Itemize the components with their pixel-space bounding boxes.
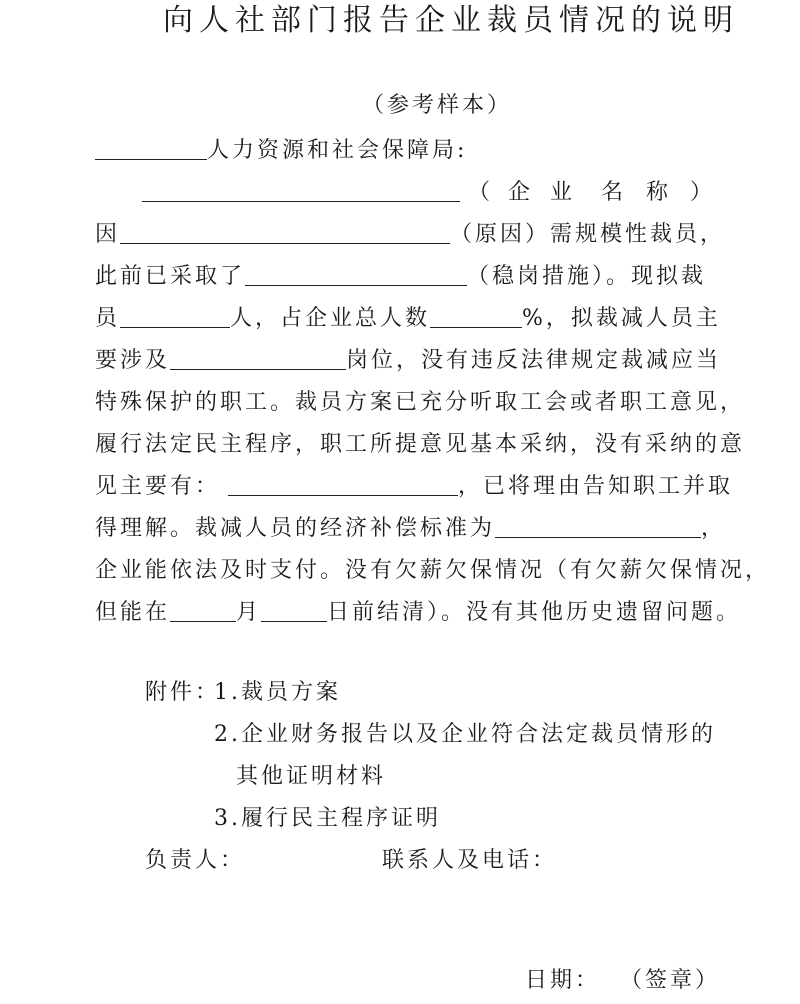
headcount-prefix: 员 <box>95 306 121 331</box>
positions-suffix: 岗位，没有违反法律规定裁减应当 <box>346 348 722 373</box>
settlement-month: 月 <box>236 600 262 625</box>
body-line-7: 履行法定民主程序，职工所提意见基本采纳，没有采纳的意 <box>95 432 746 457</box>
body-line-10: 企业能依法及时支付。没有欠薪欠保情况（有欠薪欠保情况， <box>95 558 771 583</box>
opinions-blank[interactable] <box>228 475 458 496</box>
measures-line <box>95 264 706 290</box>
company-name-char-1: 企 <box>508 180 534 205</box>
reason-prefix: 因 <box>95 222 121 247</box>
reason-blank[interactable] <box>120 223 450 244</box>
opinions-suffix: ，已将理由告知职工并取 <box>458 474 734 499</box>
attachment-item-2: 2.企业财务报告以及企业符合法定裁员情形的 <box>214 722 716 747</box>
settlement-month-blank[interactable] <box>170 601 236 622</box>
headcount-blank[interactable] <box>120 307 230 328</box>
responsible-person-label: 负责人： <box>145 848 246 873</box>
settlement-line <box>95 600 741 626</box>
company-name-char-3: 名 <box>601 180 627 205</box>
addressee-blank[interactable] <box>95 139 207 160</box>
company-name-char-4: 称 <box>646 180 672 205</box>
attachments-label: 附件： <box>145 680 221 705</box>
settlement-prefix: 但能在 <box>95 600 171 625</box>
compensation-line <box>95 516 726 542</box>
company-name-line <box>142 180 460 206</box>
reason-line <box>95 222 725 248</box>
positions-blank[interactable] <box>170 349 346 370</box>
seal-label: （签章） <box>620 968 721 993</box>
percent-blank[interactable] <box>430 307 522 328</box>
addressee-text: 人力资源和社会保障局: <box>207 138 468 163</box>
opinions-prefix: 见主要有： <box>95 474 221 499</box>
positions-prefix: 要涉及 <box>95 348 171 373</box>
settlement-suffix: 日前结清）。没有其他历史遗留问题。 <box>327 600 742 625</box>
headcount-middle: 人，占企业总人数 <box>230 306 431 331</box>
reason-suffix: （原因）需规模性裁员， <box>450 222 726 247</box>
compensation-blank[interactable] <box>495 517 701 538</box>
addressee-line <box>95 138 467 164</box>
compensation-prefix: 得理解。裁减人员的经济补偿标准为 <box>95 516 496 541</box>
document-title: 向人社部门报告企业裁员情况的说明 <box>163 3 739 38</box>
settlement-day-blank[interactable] <box>261 601 327 622</box>
attachment-item-1: 1.裁员方案 <box>214 680 341 705</box>
contact-phone-label: 联系人及电话： <box>382 848 558 873</box>
company-name-paren-close: ） <box>690 180 716 205</box>
attachment-item-3: 3.履行民主程序证明 <box>214 806 441 831</box>
measures-blank[interactable] <box>245 265 467 286</box>
measures-prefix: 此前已采取了 <box>95 264 246 289</box>
company-name-char-2: 业 <box>550 180 576 205</box>
headcount-line <box>95 306 721 332</box>
date-label: 日期： <box>525 968 601 993</box>
company-name-paren-open: （ <box>468 180 494 205</box>
opinions-line <box>95 474 733 500</box>
sample-subtitle: （参考样本） <box>362 93 513 118</box>
positions-line <box>95 348 721 374</box>
compensation-suffix: ， <box>701 516 727 541</box>
attachment-item-2-continued: 其他证明材料 <box>236 764 387 789</box>
company-name-blank[interactable] <box>142 181 460 202</box>
headcount-suffix: %，拟裁减人员主 <box>522 306 721 331</box>
body-line-6: 特殊保护的职工。裁员方案已充分听取工会或者职工意见， <box>95 390 746 415</box>
measures-suffix: （稳岗措施）。现拟裁 <box>467 264 707 289</box>
